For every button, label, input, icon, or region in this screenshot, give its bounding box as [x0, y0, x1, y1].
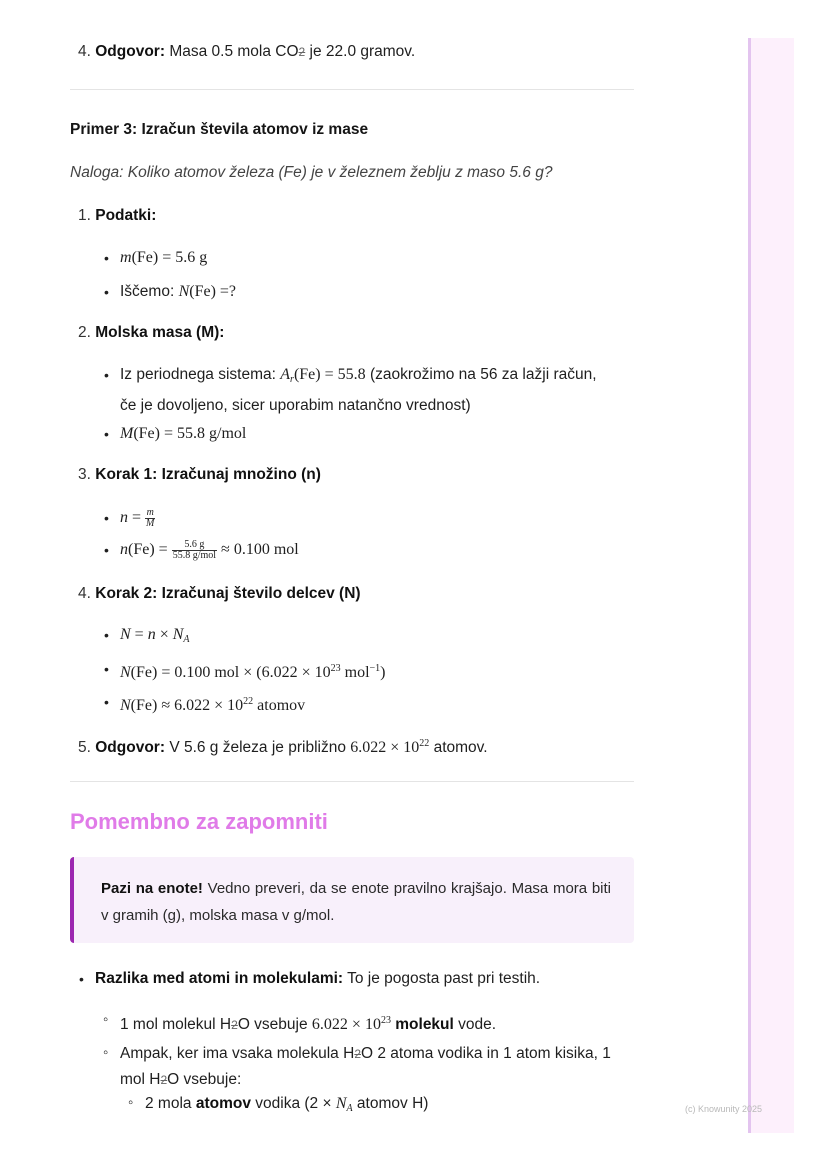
step-1: 1. Podatki:	[78, 207, 157, 224]
copyright-watermark: (c) Knowunity 2025	[685, 1104, 763, 1114]
section-divider	[70, 781, 634, 782]
page-side-panel	[748, 38, 794, 1133]
step-2-item-molar-mass: • M(Fe) = 55.8 g/mol	[120, 421, 246, 447]
warning-callout: Pazi na enote! Vedno preveri, da se enote pravilno krajšajo. Masa mora biti v gramih (g), molska masa v g/mol.	[70, 857, 634, 943]
remember-bullet-atoms-molecules: • Razlika med atomi in molekulami: To je pogosta past pri testih.	[95, 966, 540, 992]
step-3: 3. Korak 1: Izračunaj množino (n)	[78, 466, 321, 483]
section-heading-remember: Pomembno za zapomniti	[70, 809, 328, 834]
step-3-item-calc: • n(Fe) = $\frac{5.6 g}{\text{55.8 g/mol}}$ ≈ 0.100 mol	[120, 537, 299, 563]
example-title: Primer 3: Izračun števila atomov iz mase	[70, 121, 369, 138]
section-divider	[70, 89, 634, 90]
step-4-item-result: • $N(Fe) \approx 6.022 \times 10^{22}$ atomov	[120, 689, 305, 719]
step-2-item-periodic: • Iz periodnega sistema: $A_r(Fe) = 55.8$ (zaokrožimo na 56 za lažji račun, če je dovoljeno, sicer uporabim natančno vrednost)	[120, 362, 597, 419]
step-2: 2. Molska masa (M):	[78, 324, 225, 341]
step-4: 4. Korak 2: Izračunaj število delcev (N)	[78, 585, 361, 602]
step-3-item-formula: • n = $\frac{m}{M}$	[120, 505, 155, 531]
previous-answer: 4. Odgovor: Masa 0.5 mola CO2 je 22.0 gramov.	[78, 43, 416, 60]
step-1-item-mass: • m(Fe) = 5.6 g	[120, 245, 207, 271]
step-1-item-find: • Iščemo: N(Fe) =?	[120, 279, 236, 305]
remember-sub-sub-item: ◦ 2 mola atomov vodika ($2 \times N_A$ atomov H)	[145, 1091, 428, 1122]
remember-sub-item-2: ◦ Ampak, ker ima vsaka molekula H2O 2 atoma vodika in 1 atom kisika, 1 mol H2O vsebuje:	[120, 1041, 611, 1093]
example-task: Naloga: Koliko atomov železa (Fe) je v železnem žeblju z maso 5.6 g?	[70, 164, 553, 181]
step-4-item-calc: • N(Fe) = 0.100 mol × ($6.022 \times 10^{23}$ mol$^{-1}$)	[120, 656, 385, 686]
step-5-answer: 5. Odgovor: V 5.6 g železa je približno $6.022 \times 10^{22}$ atomov.	[78, 738, 488, 756]
remember-sub-item-1: ◦ 1 mol molekul H2O vsebuje $6.022 \times 10^{23}$ molekul vode.	[120, 1008, 496, 1038]
step-4-item-formula: • $N = n \times N_A$	[120, 622, 190, 653]
